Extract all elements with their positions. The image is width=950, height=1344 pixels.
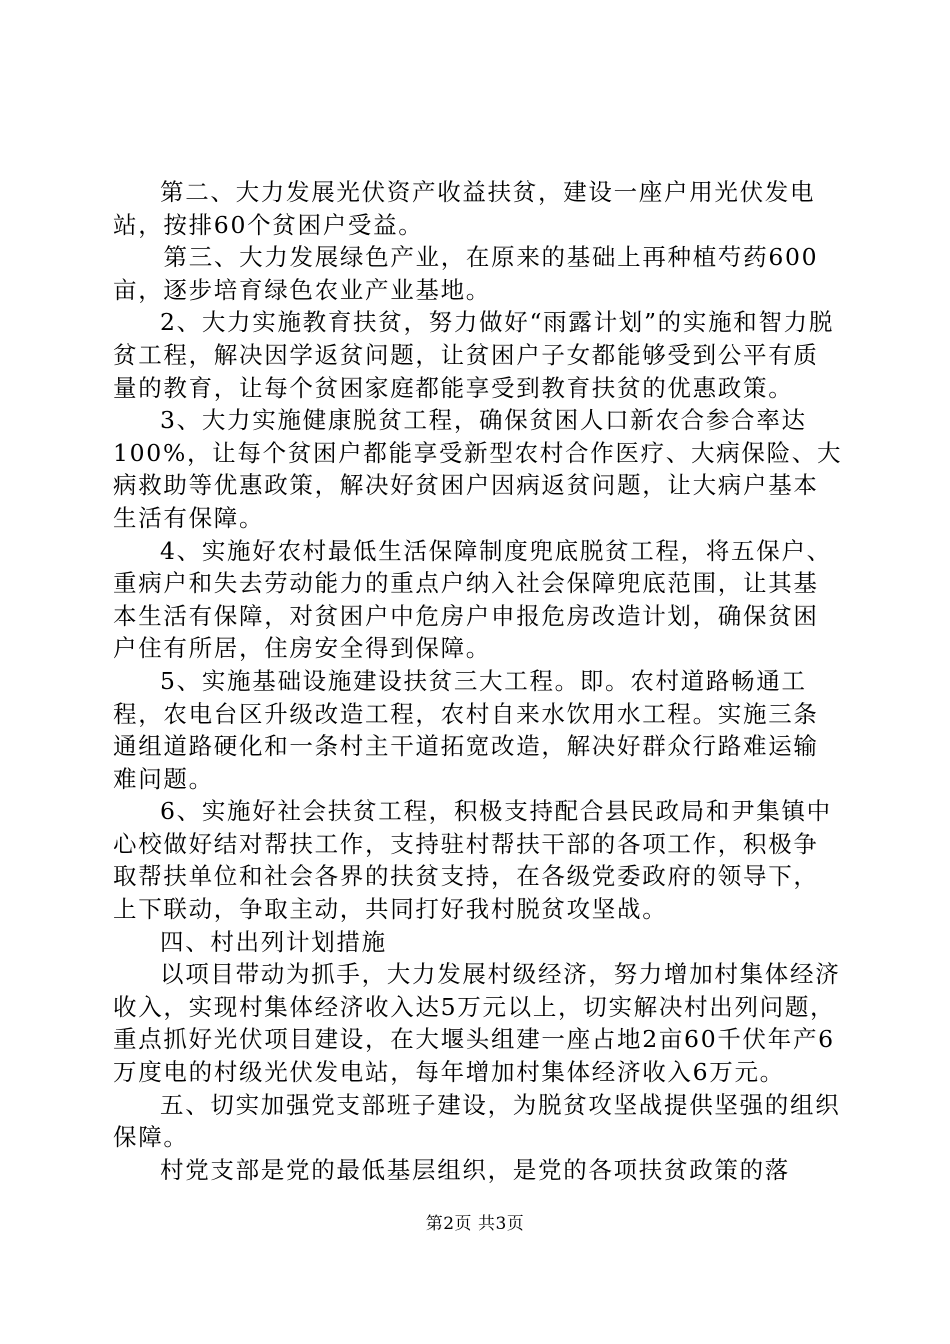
- section-heading-village-exit: 四、村出列计划措施: [160, 927, 387, 956]
- paragraph-green-industry: 第三、大力发展绿色产业，在原来的基础上再种植芍药600亩，逐步培育绿色农业产业基地。: [113, 243, 819, 304]
- paragraph-education: 2、大力实施教育扶贫，努力做好“雨露计划”的实施和智力脱贫工程，解决因学返贫问题，让贫困户子女都能够受到公平有质量的教育，让每个贫困家庭都能享受到教育扶贫的优惠政策。: [113, 308, 835, 402]
- paragraph-social-security: 4、实施好农村最低生活保障制度兜底脱贫工程，将五保户、重病户和失去劳动能力的重点户纳入社会保障兜底范围，让其基本生活有保障，对贫困户中危房户申报危房改造计划，确保贫困户住有所居，住房安全得到保障。: [113, 536, 832, 663]
- paragraph-social-poverty: 6、实施好社会扶贫工程，积极支持配合县民政局和尹集镇中心校做好结对帮扶工作，支持驻村帮扶干部的各项工作，积极争取帮扶单位和社会各界的扶贫支持，在各级党委政府的领导下，上下联动，争取主动，共同打好我村脱贫攻坚战。: [113, 797, 832, 924]
- paragraph-village-economy: 以项目带动为抓手，大力发展村级经济，努力增加村集体经济收入，实现村集体经济收入达5万元以上，切实解决村出列问题，重点抓好光伏项目建设，在大堰头组建一座占地2亩60千伏年产6万度电的村级光伏发电站，每年增加村集体经济收入6万元。: [113, 960, 841, 1087]
- paragraph-health: 3、大力实施健康脱贫工程，确保贫困人口新农合参合率达100%，让每个贫困户都能享受新型农村合作医疗、大病保险、大病救助等优惠政策，解决好贫困户因病返贫问题，让大病户基本生活有保障。: [113, 406, 843, 532]
- document-body: [113, 176, 843, 1186]
- paragraph-solar-income: 第二、大力发展光伏资产收益扶贫，建设一座户用光伏发电站，按排60个贫困户受益。: [113, 178, 816, 239]
- paragraph-infrastructure: 5、实施基础设施建设扶贫三大工程。即。农村道路畅通工程，农电台区升级改造工程，农村自来水饮用水工程。实施三条通组道路硬化和一条村主干道拓宽改造，解决好群众行路难运输难问题。: [113, 666, 819, 793]
- section-heading-party-branch: 五、切实加强党支部班子建设，为脱贫攻坚战提供坚强的组织保障。: [113, 1090, 841, 1152]
- page-footer: 第2页 共3页: [425, 1214, 525, 1234]
- paragraph-party-branch: 村党支部是党的最低基层组织，是党的各项扶贫政策的落: [160, 1155, 790, 1184]
